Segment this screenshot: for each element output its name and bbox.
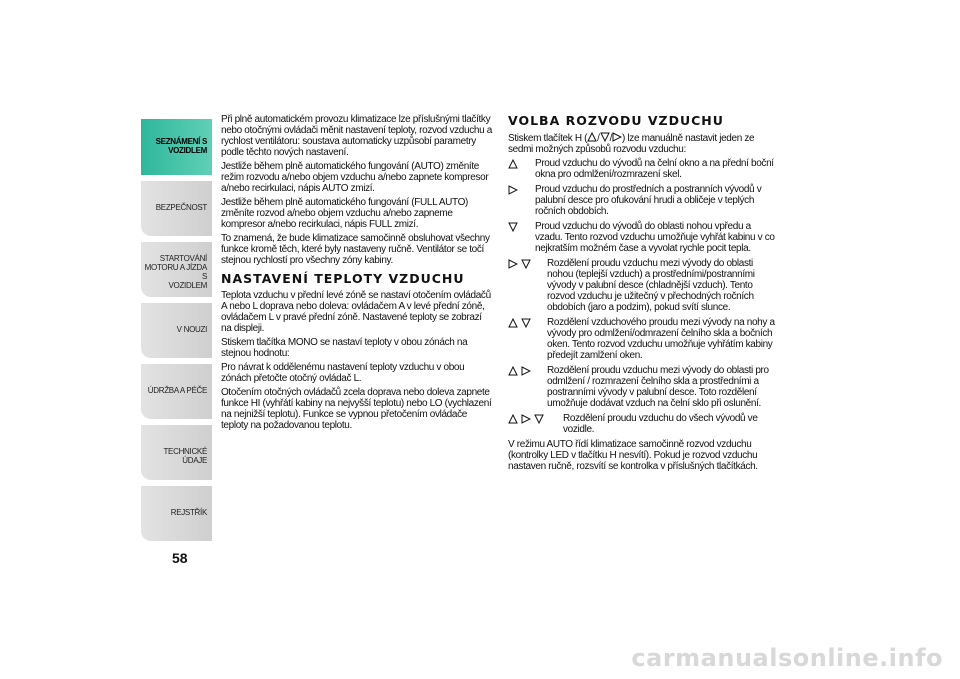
face-vent-icon <box>521 414 531 424</box>
intro-sep: / <box>597 133 600 144</box>
item-text: Rozdělení proudu vzduchu mezi vývody do oblasti nohou (teplejší vzduch) a prostředními/postranními vývody v palubní desce (chladnější vzduch). Tento rozvod vzduchu je užitečný v přechodných ročních obdobích (jaro a podzim), pokud svítí slunce. <box>547 258 755 313</box>
intro-text: ) lze manuálně nastavit jeden ze sedmi možných způsobů rozvodu vzduchu: <box>508 133 755 155</box>
paragraph: Otočením otočných ovládačů zcela doprava nebo doleva zapnete funkce HI (vyhřátí kabiny na nejvyšší teplotu) nebo LO (vychlazení na nejnižší teplotu). Funkce se vypnou přetočením ovládače teploty na požadovanou teplotu. <box>221 387 492 431</box>
tab-seznameni-s-vozidlem[interactable] <box>141 119 212 175</box>
paragraph: Jestliže během plně automatického fungování (FULL AUTO) změníte rozvod a/nebo objem vzduchu a/nebo zapneme kompresor a/nebo recirkulaci, nápis FULL zmizí. <box>221 197 469 230</box>
watermark: carmanualsonline.info <box>631 644 943 672</box>
intro-paragraph <box>508 132 780 155</box>
windshield-icon <box>508 318 518 328</box>
tab-label: ÚDRŽBA A PÉČE <box>147 386 207 395</box>
paragraph: V režimu AUTO řídí klimatizace samočinně rozvod vzduchu (kontrolky LED v tlačítku H nesvítí). Pokud je rozvod vzduchu nastaven ručně, rozsvítí se kontrolka v příslušných tlačítkách. <box>508 439 758 472</box>
distribution-item <box>508 158 780 180</box>
tab-label: STARTOVÁNÍ MOTORU A JÍZDA S VOZIDLEM <box>144 254 207 290</box>
face-vent-icon <box>609 132 622 144</box>
face-vent-icon <box>508 185 518 195</box>
floor-vent-icon <box>521 259 531 269</box>
paragraph: Stiskem tlačítka MONO se nastaví teploty v obou zónách na stejnou hodnotu: <box>221 337 468 359</box>
distribution-item <box>508 258 780 313</box>
paragraph: To znamená, že bude klimatizace samočinně obsluhovat všechny funkce kromě těch, které byly nastaveny ručně. Ventilátor se točí stejnou rychlostí pro všechny zóny kabiny. <box>221 233 490 266</box>
item-text: Proud vzduchu do prostředních a postranních vývodů v palubní desce pro ofukování hrudi a obličeje v teplých ročních obdobích. <box>535 184 762 217</box>
item-text: Rozdělení proudu vzduchu do všech vývodů ve vozidle. <box>563 413 758 435</box>
floor-vent-icon <box>600 132 613 144</box>
distribution-item <box>508 184 780 217</box>
item-text: Proud vzduchu do vývodů na čelní okno a na přední boční okna pro odmlžení/rozmrazení skel. <box>535 158 774 180</box>
section-heading: NASTAVENÍ TEPLOTY VZDUCHU <box>221 271 465 286</box>
tab-label: SEZNÁMENÍ S VOZIDLEM <box>155 137 207 155</box>
page-number: 58 <box>172 550 188 566</box>
floor-vent-icon <box>508 222 518 232</box>
section-tabs <box>141 119 212 547</box>
tab-startovani[interactable] <box>141 242 212 297</box>
tab-v-nouzi[interactable] <box>141 303 212 358</box>
distribution-item <box>508 221 780 254</box>
tab-rejstrik[interactable] <box>141 486 212 541</box>
floor-vent-icon <box>521 318 531 328</box>
tab-bezpecnost[interactable] <box>141 181 212 236</box>
item-text: Rozdělení proudu vzduchu mezi vývody do oblasti pro odmlžení / rozmrazení čelního skla a prostředními a postranními vývody v palubní desce. Toto rozdělení umožňuje dodávat vzduch na čelní sklo při oslunění. <box>547 365 769 409</box>
intro-text: Stiskem tlačítek H ( <box>508 133 588 144</box>
paragraph: Teplota vzduchu v přední levé zóně se nastaví otočením ovládačů A nebo L doprava nebo doleva: ovládačem A v levé přední zóně, ovládačem L v pravé přední zóně. Nastavené teploty se zobrazí na displeji. <box>221 290 491 334</box>
intro-sep: / <box>609 133 613 144</box>
item-text: Rozdělení vzduchového proudu mezi vývody na nohy a vývody pro odmlžení/odmrazení čelního skla a bočních oken. Tento rozvod vzduchu umožňuje vyhřátím kabiny předejít zamlžení oken. <box>547 317 775 361</box>
tab-technicke-udaje[interactable] <box>141 425 212 480</box>
section-heading: VOLBA ROZVODU VZDUCHU <box>508 113 724 128</box>
paragraph: Při plně automatickém provozu klimatizace lze příslušnými tlačítky nebo otočnými ovládači měnit nastavení teploty, rozvod vzduchu a rychlost ventilátoru: soustava automaticky uzpůsobí parametry podle těchto nových nastavení. <box>221 114 492 158</box>
windshield-icon <box>508 159 518 169</box>
floor-vent-icon <box>534 414 544 424</box>
distribution-item <box>508 365 780 409</box>
face-vent-icon <box>521 366 531 376</box>
tab-label: REJSTŘÍK <box>170 508 207 517</box>
paragraph: Jestliže během plně automatického fungování (AUTO) změníte režim rozvodu a/nebo objem vzduchu a/nebo zapnete kompresor a/nebo recirkulaci, nápis AUTO zmizí. <box>221 161 489 194</box>
windshield-icon <box>508 366 518 376</box>
tab-label: V NOUZI <box>176 325 207 334</box>
tab-label: BEZPEČNOST <box>155 203 207 212</box>
right-column <box>508 114 780 475</box>
tab-udrzba-a-pece[interactable] <box>141 364 212 419</box>
windshield-icon <box>508 414 518 424</box>
tab-label: TECHNICKÉ ÚDAJE <box>163 447 207 465</box>
face-vent-icon <box>508 259 518 269</box>
left-column <box>221 114 493 434</box>
distribution-item <box>508 413 780 435</box>
windshield-icon <box>587 132 600 144</box>
item-text: Proud vzduchu do vývodů do oblasti nohou vpředu a vzadu. Tento rozvod vzduchu umožňuje vyhřát kabinu v co nejkratším možném čase a vyvolat rychle pocit tepla. <box>535 221 775 254</box>
distribution-item <box>508 317 780 361</box>
paragraph: Pro návrat k oddělenému nastavení teploty vzduchu v obou zónách přetočte otočný ovládač L. <box>221 362 465 384</box>
